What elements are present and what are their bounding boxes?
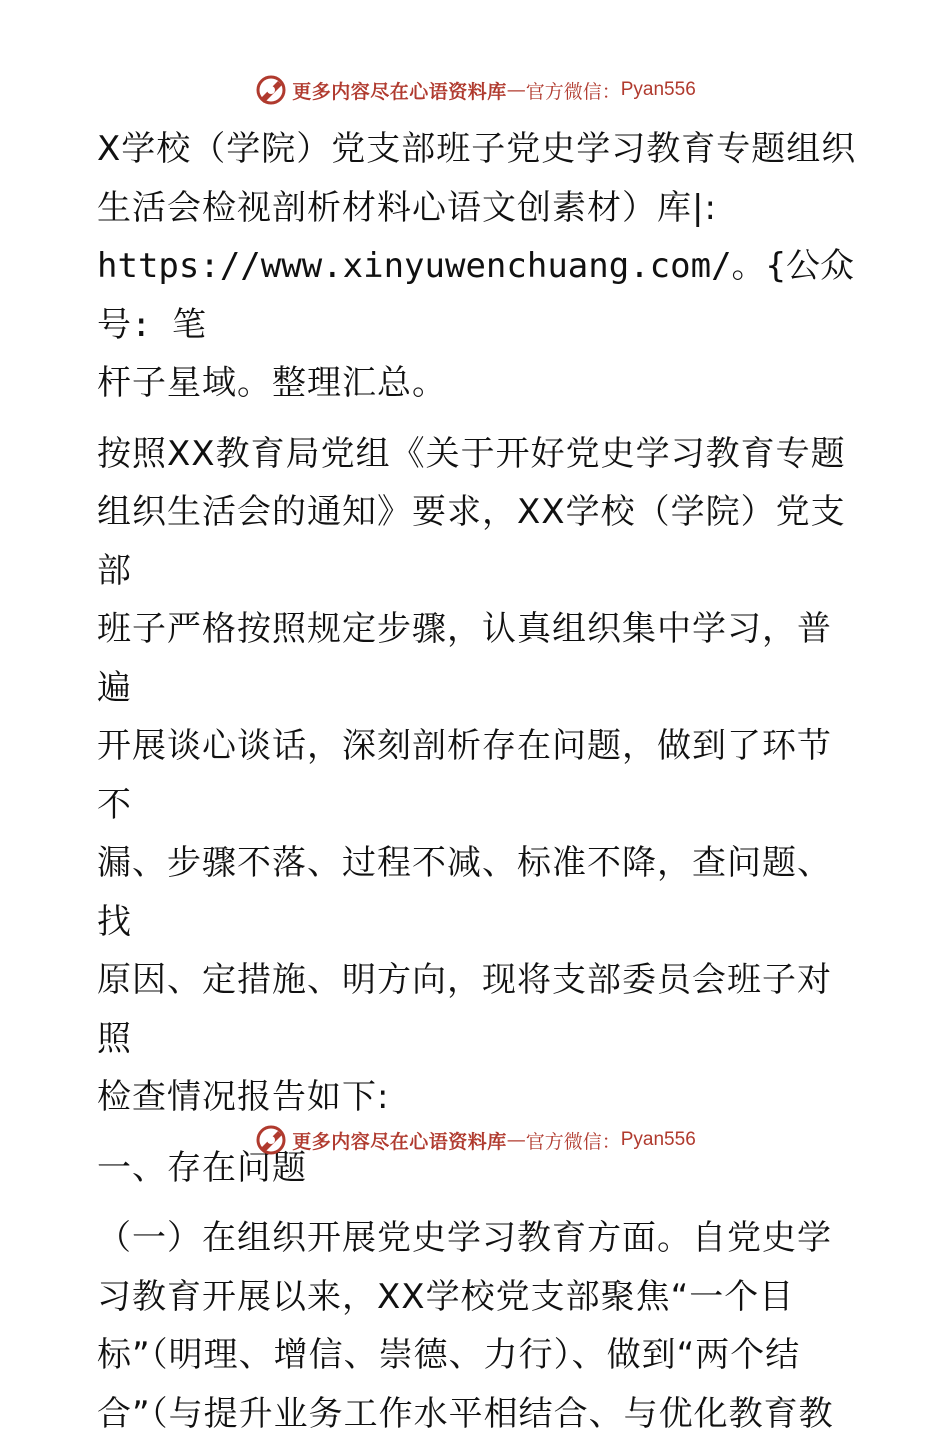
paragraph-line: 班子严格按照规定步骤，认真组织集中学习，普遍 — [97, 600, 857, 717]
banner-wechat-label: 官方微信： — [526, 1127, 621, 1154]
paragraph-line: 原因、定措施、明方向，现将支部委员会班子对照 — [97, 951, 857, 1068]
banner-text: 更多内容尽在心语资料库 — [292, 77, 507, 104]
banner-wechat-id: Pyan556 — [621, 1129, 696, 1151]
title-line: 杆子星域。整理汇总。 — [97, 354, 857, 413]
banner-wechat-label: 官方微信： — [526, 77, 621, 104]
header-watermark-banner — [0, 70, 950, 110]
title-line: 生活会检视剖析材料心语文创素材）库|: — [97, 179, 857, 238]
footer-watermark-banner — [0, 1120, 950, 1160]
document-body — [97, 120, 857, 1443]
paragraph-line: 合”（与提升业务工作水平相结合、与优化教育教 — [97, 1385, 857, 1443]
paragraph-line: 检查情况报告如下: — [97, 1068, 857, 1127]
pen-logo-icon — [254, 73, 288, 107]
banner-text: 更多内容尽在心语资料库 — [292, 1127, 507, 1154]
paragraph-line: 组织生活会的通知》要求，XX学校（学院）党支部 — [97, 483, 857, 600]
banner-separator: — — [507, 79, 526, 101]
paragraph-line: 按照XX教育局党组《关于开好党史学习教育专题 — [97, 425, 857, 484]
section-heading: 一、存在问题 — [97, 1139, 857, 1198]
paragraph-line: 标”（明理、增信、崇德、力行）、做到“两个结 — [97, 1326, 857, 1385]
pen-logo-icon — [254, 1123, 288, 1157]
title-line-url: https://www.xinyuwenchuang.com/。{公众号: 笔 — [97, 237, 857, 354]
paragraph-line: 开展谈心谈话，深刻剖析存在问题，做到了环节不 — [97, 717, 857, 834]
banner-separator: — — [507, 1129, 526, 1151]
banner-wechat-id: Pyan556 — [621, 79, 696, 101]
paragraph-line: 漏、步骤不落、过程不减、标准不降，查问题、找 — [97, 834, 857, 951]
paragraph-line: 习教育开展以来，XX学校党支部聚焦“一个目 — [97, 1268, 857, 1327]
title-line: X学校（学院）党支部班子党史学习教育专题组织 — [97, 120, 857, 179]
paragraph-line: （一）在组织开展党史学习教育方面。自党史学 — [97, 1209, 857, 1268]
